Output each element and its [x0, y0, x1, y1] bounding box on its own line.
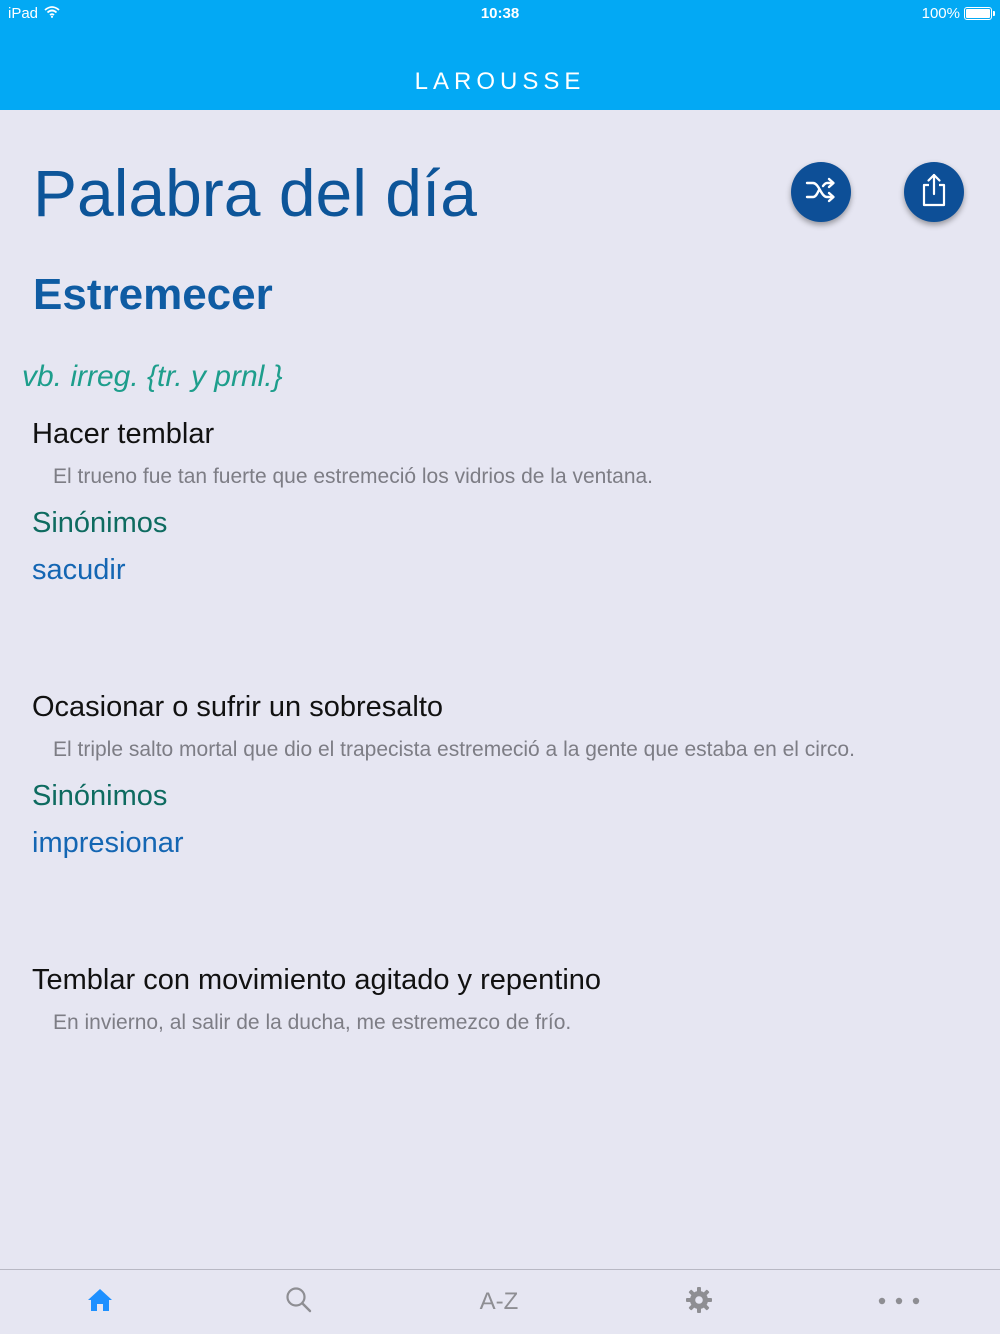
- device-name: iPad: [8, 5, 39, 22]
- synonym-link[interactable]: impresionar: [32, 827, 184, 859]
- sense-example: En invierno, al salir de la ducha, me estremezco de frío.: [53, 1011, 572, 1034]
- tab-a-z-label: A-Z: [479, 1288, 519, 1315]
- status-right: [922, 5, 992, 22]
- grammar-label: vb. irreg. {tr. y prnl.}: [22, 360, 283, 393]
- tab-a-z[interactable]: [459, 1270, 539, 1334]
- sense-3: [32, 964, 972, 1035]
- tab-more[interactable]: [859, 1270, 939, 1334]
- sense-1: [32, 418, 972, 587]
- sense-example: El trueno fue tan fuerte que estremeció los vidrios de la ventana.: [53, 465, 654, 488]
- brand-title: LAROUSSE: [414, 68, 586, 95]
- share-button[interactable]: [904, 162, 964, 222]
- status-time: 10:38: [480, 5, 520, 22]
- home-icon: [86, 1287, 114, 1318]
- tab-settings[interactable]: [659, 1270, 739, 1334]
- entry-word: Estremecer: [33, 270, 273, 319]
- share-icon: [920, 173, 948, 212]
- synonym-link[interactable]: sacudir: [32, 554, 126, 586]
- more-icon: [877, 1293, 921, 1311]
- shuffle-button[interactable]: [791, 162, 851, 222]
- page-title: Palabra del día: [33, 156, 477, 230]
- status-bar: [0, 0, 1000, 28]
- synonyms-label: Sinónimos: [32, 507, 168, 539]
- synonyms-label: Sinónimos: [32, 780, 168, 812]
- tab-bar: [0, 1269, 1000, 1334]
- tab-home[interactable]: [60, 1270, 140, 1334]
- tab-search[interactable]: [259, 1270, 339, 1334]
- sense-definition: Temblar con movimiento agitado y repentino: [32, 964, 602, 996]
- battery-icon: [964, 7, 992, 20]
- battery-fill: [966, 9, 990, 18]
- search-icon: [285, 1286, 313, 1319]
- sense-example: El triple salto mortal que dio el trapecista estremeció a la gente que estaba en el circo.: [53, 738, 855, 761]
- sense-2: [32, 691, 972, 860]
- gear-icon: [685, 1286, 713, 1319]
- sense-definition: Ocasionar o sufrir un sobresalto: [32, 691, 444, 723]
- sense-definition: Hacer temblar: [32, 418, 215, 450]
- nav-bar: [0, 28, 1000, 110]
- battery-percent: 100%: [921, 5, 960, 22]
- shuffle-icon: [805, 176, 837, 209]
